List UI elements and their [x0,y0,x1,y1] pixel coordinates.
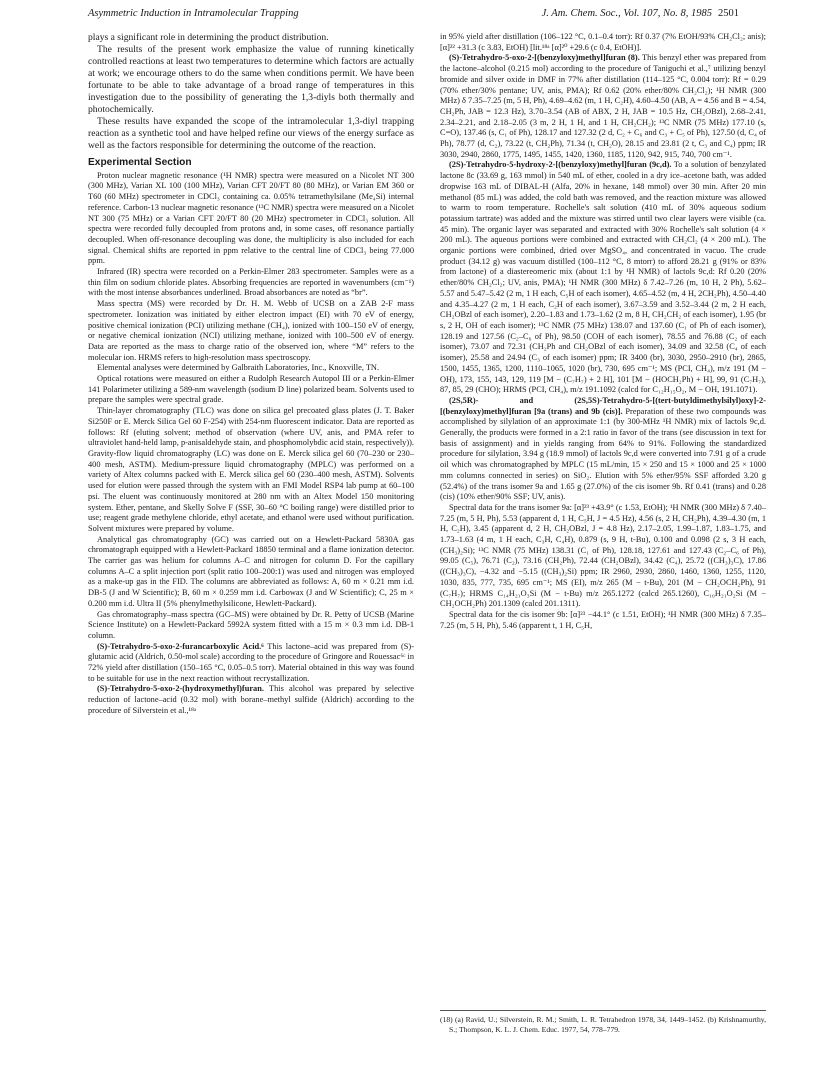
paragraph [440,160,766,395]
paragraph: Proton nuclear magnetic resonance (¹H NMR) spectra were measured on a Nicolet NT 300 (300 MHz), Varian XL 100 (100 MHz), Varian CFT 20/FT 80 (80 MHz), or Varian EM 360 or T60 (60 MHz) spectrometer in CDCl₃ containing ca. 0.05% tetramethylsilane (Me₄Si) internal reference. Carbon-13 nuclear magnetic resonance (¹³C NMR) spectra were measured on a Nicolet NT 300 (75 MHz) or a Varian CFT 20/FT 80 (20 MHz) spectrometer in CDCl₃ solution. All spectra were recorded fully decoupled from protons and, in some cases, off resonance partially decoupled. When off-resonance decoupling was done, the multiplicity is also included for each signal. Chemical shifts are reported in ppm relative to the central line of CDCl₃ being 77.000 ppm. [88,170,414,266]
page-number: 2501 [718,8,739,19]
paragraph [88,642,414,685]
paragraph-body: This benzyl ether was prepared from the lactone–alcohol (0.215 mol) according to the procedure of Taniguchi et al.,⁷ utilizing benzyl bromide and silver oxide in DMF in 77% after distillation (114–125 °C, 0.004 torr): Rf = 0.29 (70% ether/30% pentane; UV, anis, PMA); Rf 0.62 (20% ether/80% CH₂Cl₂); ¹H NMR (300 MHz) δ 7.35–7.25 (m, 5 H, Ph), 4.69–4.62 (m, 1 H, C₂H), 4.60–4.50 (AB, A = 4.56 and B = 4.54, CH₂Ph, JAB = 12.3 Hz), 3.70–3.54 (AB of ABX, 2 H, JAB = 10.5 Hz, CH₂OBzl), 2.68–2.41, 2.34–2.21, and 2.18–2.05 (3 m, 2 H, 1 H, and 1 H, CH₂CH₂); ¹³C NMR (75 MHz) 177.10 (s, C=O), 137.46 (s, C₁ of Ph), 128.17 and 127.32 (2 d, C₂ + C₆ and C₃ + C₅ of Ph), 127.50 (d, C₄ of Ph), 78.77 (d, C₂), 73.22 (t, CH₂Ph), 71.34 (t, CH₂O), 28.15 and 23.81 (2 t, C₃ and C₄) ppm; IR 3030, 2940, 2860, 1775, 1495, 1455, 1420, 1360, 1185, 1120, 942, 915, 740, 700 cm⁻¹. [440,53,766,159]
paragraph: Gas chromatography–mass spectra (GC–MS) were obtained by Dr. R. Petty of UCSB (Marine Science Institute) on a Hewlett-Packard 5992A system fitted with a 15 m × 0.3 mm i.d. DB-1 column. [88,609,414,640]
left-column [88,32,414,717]
paragraph-body: To a solution of benzylated lactone 8c (33.69 g, 163 mmol) in 540 mL of ether, cooled in a dry ice–acetone bath, was added dropwise 163 mL of DIBAL-H (Alfa, 20% in hexane, 148 mmol) over 30 min. After 20 min methanol (85 mL) was added, the cold bath was removed, and the reaction mixture was allowed to warm to room temperature. Rochelle's salt solution (410 mL of 30% aqueous sodium potassium tartrate) was added and the mixture was stirred until two clear layers were visible (ca. 45 min). The organic layer was separated and extracted with 30% Rochelle's salt solution (4 × 200 mL). The aqueous portions were combined and extracted with CH₂Cl₂ (4 × 200 mL). The organic portions were combined, dried over MgSO₄, and concentrated in vacuo. The crude product (34.12 g) was vacuum distilled (100–112 °C, 8 mtorr) to afford 28.21 g (91% or 83% from lactone) of a diastereomeric mix (about 1:1 by ¹H NMR) of lactols 9c,d: Rf 0.20 (20% ether/80% CH₂Cl₂; UV, anis, PMA); ¹H NMR (300 MHz) δ 7.42–7.26 (m, 10 H, 2 Ph), 5.62–5.57 and 5.47–5.42 (2 m, 1 H each, C₅H of each isomer), 4.65–4.52 (m, 4 H, 2CH₂Ph), 4.50–4.40 and 4.35–4.27 (2 m, 1 H each, C₂H of each isomer), 3.67–3.59 and 3.52–3.44 (2 m, 2 H each, CH₂OBzl of each isomer), 2.20–1.83 and 1.73–1.62 (2 m, 8 H, CH₂CH₂ of each isomer), 1.95 (br s, 2 H, OH of each isomer); ¹³C NMR (75 MHz) 138.07 and 137.60 (C₁ of Ph of each isomer), 128.19 and 127.56 (C₂–C₆ of Ph), 98.50 (COH of each isomer), 78.55 and 76.88 (C₂ of each isomer), 73.07 and 72.31 (CH₂Ph and CH₂OBzl of each isomer), 34.09 and 32.58 (C₄ of each isomer), 25.58 and 24.94 (C₃ of each isomer) ppm; IR 3400 (br), 3030, 2950–2910 (br), 2865, 1500, 1455, 1365, 1200, 1110–1065, 1020 (br), 730, 695 cm⁻¹; MS (PCI, CH₄), m/z 191 (M − OH), 173, 155, 143, 129, 119 [M − (C₇H₇) + 2 H], 101 [M − (HOCH₂Ph) + H], 99, 91 (C₇H₇), 87, 85, 29 (CHO); HRMS (PCI, CH₄), m/z 191.1092 (calcd for C₁₂H₁₅O₂, M − OH, 191.1071). [440,160,766,395]
paragraph [440,53,766,160]
paragraph: Infrared (IR) spectra were recorded on a Perkin-Elmer 283 spectrometer. Samples were as a thin film on sodium chloride plates. Absorbing frequencies are reported in wavenumbers (cm⁻¹) with the most intense absorbances underlined. Broad absorbances are noted as “br”. [88,267,414,298]
compound-heading: (S)-Tetrahydro-5-oxo-2-(hydroxymethyl)furan. [97,684,264,694]
paragraph: The results of the present work emphasize the value of running kinetically controlled reactions at least two temperatures to determine which factors are actually at work; we encourage others to do the same when conditions permit. We have been fortunate to be able to take advantage of a broad range of temperatures in this investigation due to the possibility of generating the 1,3-diyls both thermally and photochemically. [88,44,414,115]
journal-citation [542,8,739,19]
paragraph: Mass spectra (MS) were recorded by Dr. H. M. Webb of UCSB on a ZAB 2-F mass spectrometer. Ionization was initiated by either electron impact (EI) with 70 eV of energy, positive chemical ionization (PCI) utilizing methane (CH₄), ionized with 100–150 eV of energy, or negative chemical ionization (NCI) utilizing methane, ionized with 100–500 eV of energy. Data are reported as the mass to charge ratio of the observed ion, where “M” refers to the molecular ion. HRMS refers to high-resolution mass spectroscopy. [88,299,414,362]
compound-heading: (S)-Tetrahydro-5-oxo-2-furancarboxylic Acid.⁶ [97,641,264,651]
footnotes [440,1010,766,1034]
compound-heading: (2S,5R)- and (2S,5S)-Tetrahydro-5-[(tert-butyldimethylsilyl)oxy]-2-[(benzyloxy)methyl]furan [9a (trans) and 9b (cis)]. [440,395,766,416]
paragraph-body: This alcohol was prepared by selective reduction of lactone–acid (0.32 mol) with borane–methyl sulfide (Aldrich) according to the procedure of Silverstein et al.,¹⁸ᵃ [88,684,414,715]
section-heading-experimental: Experimental Section [88,157,192,168]
paragraph-body: Preparation of these two compounds was accomplished by silylation of an approximate 1:1 (by 300-MHz ¹H NMR) mix of lactols 9c,d. Generally, the products were formed in a 2:1 ratio in favor of the trans (see discussion in text for basis of assignment) and in yields ranging from 64% to 91%. Following the standardized procedure for silylation, 3.94 g (18.9 mmol) of lactols 9c,d were converted into 7.91 g of a crude oil which was chromatographed by MPLC (15 mL/min, 15 × 250 and 15 × 1000 and 25 × 1000 mm columns connected in series) on SiO₂. Elution with 5% ether/95% SSF afforded 3.20 g (52.4%) of the trans isomer 9a and 1.65 g (27.0%) of the cis isomer 9b. Rf 0.41 (trans) and 0.28 (cis) (10% ether/90% SSF; UV, anis). [440,406,766,502]
paragraph: Optical rotations were measured on either a Rudolph Research Autopol III or a Perkin-Elmer 141 Polarimeter utilizing a 589-nm wavelength (sodium D line) polarized beam. Solvents used to prepare the samples were spectral grade. [88,374,414,405]
footnote: (18) (a) Ravid, U.; Silverstein, R. M.; Smith, L. R. Tetrahedron 1978, 34, 1449–1452. (b) Krishnamurthy, S.; Thompson, K. L. J. Chem. Educ. 1977, 54, 778–779. [440,1015,766,1034]
journal-name: J. Am. Chem. Soc., Vol. 107, No. 8, 1985 [541,8,712,19]
paragraph [440,396,766,503]
paragraph: Elemental analyses were determined by Galbraith Laboratories, Inc., Knoxville, TN. [97,363,380,373]
paragraph: in 95% yield after distillation (106–122 °C, 0.1–0.4 torr): Rf 0.37 (7% EtOH/93% CH₂Cl₂; anis); [α]²² +31.3 (c 3.83, EtOH) [lit.¹⁸ᵃ [α]²⁰ +29.6 (c 0.4, EtOH)]. [440,32,766,52]
paragraph: These results have expanded the scope of the intramolecular 1,3-diyl trapping reaction as a synthetic tool and have helped refine our views of the energy surface as well as the factors responsible for determining the outcome of the reaction. [88,116,414,151]
paragraph: Spectral data for the cis isomer 9b: [α]²³ −44.1° (c 1.51, EtOH); ¹H NMR (300 MHz) δ 7.35–7.25 (m, 5 H, Ph), 5.46 (apparent t, 1 H, C₅H, [440,609,766,630]
running-header [88,8,739,24]
right-column [440,32,766,631]
paragraph: Analytical gas chromatography (GC) was carried out on a Hewlett-Packard 5830A gas chromatograph equipped with a Hewlett-Packard 18850 terminal and a flame ionization detector. The carrier gas was helium for columns A–C and nitrogen for column D. For the capillary columns A–C a split injection port (split ratio 100–200:1) was used and nitrogen was employed as a make-up gas in the FID. The columns are abbreviated as follows: A, 60 m × 0.21 mm i.d. DB-5 (J and W Scientific); B, 60 m × 0.259 mm i.d. Carbowax (J and W Scientific); C, 25 m × 0.200 mm i.d. Ultra II (5% phenylmethylsilicone, Hewlett-Packard). [88,534,414,608]
paragraph-body: This lactone–acid was prepared from (S)-glutamic acid (Aldrich, 0.50-mol scale) according to the procedure of Gringore and Rouessac⁶ᶜ in 72% yield after distillation (150–165 °C, 0.05–0.5 torr). Material obtained in this way was found to be suitable for use in the next reaction without recrystallization. [88,641,414,683]
paragraph: Spectral data for the trans isomer 9a: [α]²³ +43.9° (c 1.53, EtOH); ¹H NMR (300 MHz) δ 7.40–7.25 (m, 5 H, Ph), 5.53 (apparent d, 1 H, C₅H, J = 4.5 Hz), 4.56 (s, 2 H, CH₂Ph), 4.39–4.30 (m, 1 H, C₂H), 3.45 (apparent d, 2 H, CH₂OBzl, J = 4.8 Hz), 2.17–2.05, 1.99–1.87, 1.83–1.75, and 1.73–1.63 (4 m, 1 H each, C₃H, C₄H), 0.879 (s, 9 H, t-Bu), 0.100 and 0.098 (2 s, 3 H each, (CH₃)₂Si); ¹³C NMR (75 MHz) 138.31 (C₁ of Ph), 128.18, 127.61 and 127.43 (C₂–C₆ of Ph), 99.05 (C₅), 76.71 (C₂), 73.16 (CH₂Ph), 72.44 (CH₂OBzl), 34.42 (C₄), 25.72 ((CH₃)₃C), 17.86 ((CH₃)₃C), −4.32 and −5.15 ((CH₃)₂Si) ppm; IR 2960, 2930, 2860, 1460, 1360, 1255, 1120, 1030, 835, 777, 735, 695 cm⁻¹; MS (EI), m/z 265 (M − t-Bu), 201 (M − CH₂OCH₂Ph), 91 (C₇H₇); HRMS C₁₄H₂₁O₃Si (M − t-Bu) m/z 265.1272 (calcd 265.1260), C₁₀H₂₁O₂Si (M − CH₂OCH₂Ph) 201.1309 (calcd 201.1311). [440,502,766,609]
paragraph: Thin-layer chromatography (TLC) was done on silica gel precoated glass plates (J. T. Baker Si250F or E. Merck Silica Gel 60 F-254) with 254-nm fluorescent indicator. Data are reported as follows: Rf (eluting solvent; method of observation (where UV, anis, and PMA refer to ultraviolet hand-held lamp, p-anisaldehyde stain, and phosphomolybdic acid stain, respectively)). Gravity-flow liquid chromatography (LC) was done on E. Merck silica gel 60 (70–230 or 230–400 mesh, ASTM). Medium-pressure liquid chromatography (MPLC) was performed on a variety of Altex columns packed with E. Merck silica gel 60 (230–400 mesh, ASTM). Solvents used for elution were passed through the system with an FMI Model RSP4 lab pump at 60–100 psi. The eluent was continuously monitored at 280 nm with an Altex Model 150 monitoring system. Ether, pentane, and Skelly Solve F (SSF, 30–60 °C boiling range) were distilled prior to use; reagent grade methylene chloride, ethyl acetate, and ethanol were used without purification. Solvent mixtures were prepared by volume. [88,406,414,533]
paragraph: plays a significant role in determining the product distribution. [88,32,329,43]
compound-heading: (S)-Tetrahydro-5-oxo-2-[(benzyloxy)methyl]furan (8). [449,53,640,63]
paragraph [88,684,414,716]
running-title: Asymmetric Induction in Intramolecular Trapping [88,8,299,19]
compound-heading: (2S)-Tetrahydro-5-hydroxy-2-[(benzyloxy)methyl]furan (9c,d). [449,160,672,170]
